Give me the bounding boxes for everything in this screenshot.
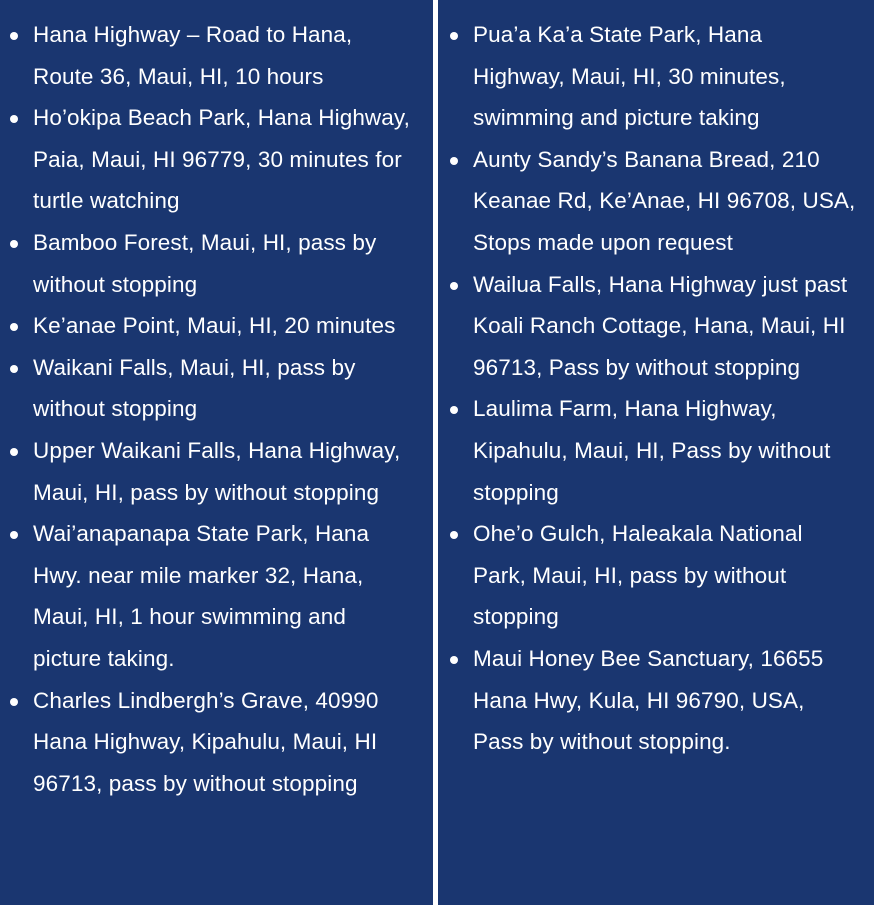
stop-text: Pua’a Ka’a State Park, Hana Highway, Maui, HI, 30 minutes, swimming and picture taking: [473, 22, 786, 131]
list-item: [448, 264, 860, 389]
list-item: [8, 347, 419, 430]
left-stop-list: [8, 14, 419, 804]
stop-text: Wailua Falls, Hana Highway just past Koali Ranch Cottage, Hana, Maui, HI 96713, Pass by without stopping: [473, 271, 848, 380]
bullet-icon: [10, 698, 18, 706]
bullet-icon: [10, 365, 18, 373]
stop-text: Maui Honey Bee Sanctuary, 16655 Hana Hwy, Kula, HI 96790, USA, Pass by without stopping.: [473, 645, 824, 755]
list-item: [448, 513, 860, 638]
right-itinerary-panel: [438, 0, 874, 905]
list-item: [8, 14, 419, 97]
list-item: [8, 222, 419, 305]
bullet-icon: [450, 282, 458, 290]
bullet-icon: [10, 240, 18, 248]
list-item: [448, 388, 860, 513]
stop-text: Charles Lindbergh’s Grave, 40990 Hana Highway, Kipahulu, Maui, HI 96713, pass by without stopping: [33, 687, 379, 796]
stop-text: Bamboo Forest, Maui, HI, pass by without stopping: [33, 229, 377, 297]
list-item: [8, 97, 419, 222]
bullet-icon: [450, 531, 458, 539]
bullet-icon: [10, 448, 18, 456]
stop-text: Laulima Farm, Hana Highway, Kipahulu, Maui, HI, Pass by without stopping: [473, 396, 831, 505]
stop-text: Ho’okipa Beach Park, Hana Highway, Paia, Maui, HI 96779, 30 minutes for turtle watching: [33, 105, 410, 214]
bullet-icon: [450, 157, 458, 165]
bullet-icon: [450, 406, 458, 414]
list-item: [448, 638, 860, 763]
stop-text: Waikani Falls, Maui, HI, pass by without stopping: [33, 354, 356, 422]
list-item: [8, 680, 419, 805]
stop-text: Aunty Sandy’s Banana Bread, 210 Keanae Rd, Ke’Anae, HI 96708, USA, Stops made upon request: [473, 146, 856, 255]
stop-text: Wai’anapanapa State Park, Hana Hwy. near mile marker 32, Hana, Maui, HI, 1 hour swimming and picture taking.: [33, 521, 370, 671]
list-item: [8, 305, 419, 347]
stop-text: Upper Waikani Falls, Hana Highway, Maui, HI, pass by without stopping: [33, 437, 401, 505]
bullet-icon: [10, 323, 18, 331]
stop-text: Ke’anae Point, Maui, HI, 20 minutes: [33, 313, 396, 339]
bullet-icon: [10, 531, 18, 539]
list-item: [8, 430, 419, 513]
list-item: [448, 14, 860, 139]
bullet-icon: [450, 656, 458, 664]
bullet-icon: [10, 32, 18, 40]
bullet-icon: [450, 32, 458, 40]
left-itinerary-panel: [0, 0, 433, 905]
right-stop-list: [448, 14, 860, 763]
list-item: [8, 513, 419, 679]
bullet-icon: [10, 115, 18, 123]
stop-text: Ohe’o Gulch, Haleakala National Park, Maui, HI, pass by without stopping: [473, 521, 803, 630]
stop-text: Hana Highway – Road to Hana, Route 36, Maui, HI, 10 hours: [33, 22, 353, 89]
list-item: [448, 139, 860, 264]
